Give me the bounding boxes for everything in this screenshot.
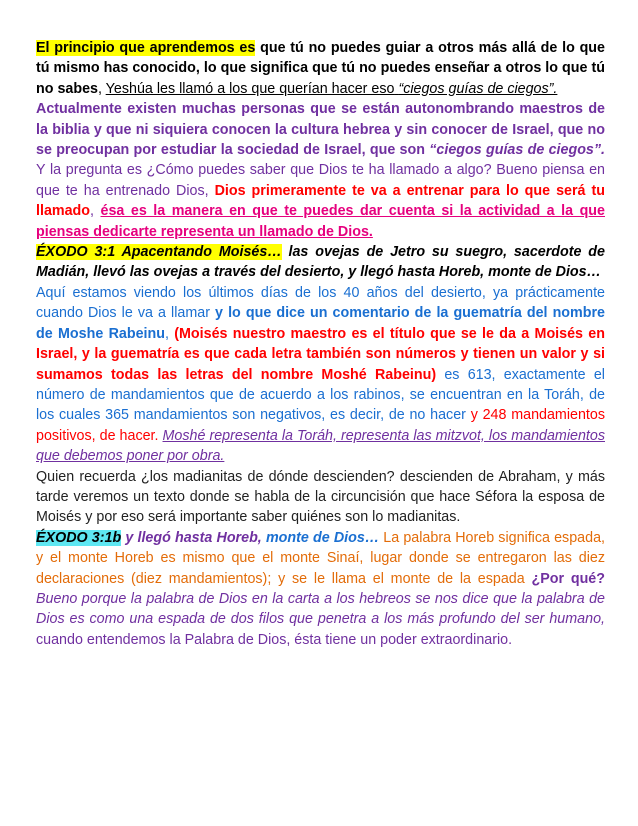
principle-statement: que tú no puedes guiar a otros más allá de lo que tú mismo has conocido, lo que significa que tú no puedes enseñar a otros lo que tú no sabes [36,40,605,97]
exodus-3-1b-reference: ÉXODO 3:1b [36,529,122,546]
paragraph-principle [36,38,605,99]
sword-explanation: Bueno porque la palabra de Dios en la carta a los hebreos se nos dice que la palabra de Dios es como una espada de dos filos que penetra a los más profundo del ser humano, [36,590,605,628]
horeb-explanation: La palabra Horeb significa espada, y el monte Horeb es mismo que el monte Sinaí, lugar donde se entregaron las diez declaraciones (diez mandamientos); y se le llama el monte de la espada [36,529,605,587]
mount-of-god-text: monte de Dios… [261,529,380,546]
separator-text: , [164,325,175,342]
teachers-statement: Actualmente existen muchas personas que se están autonombrando maestros de la biblia y que ni siquiera conocen la cultura hebrea y sin conocer de Israel, que no se preocupan por estudiar la sociedad de Israel, que son [36,101,605,159]
positive-commandments-text: y 248 mandamientos positivos, de hacer. [36,407,605,444]
calling-question: Y la pregunta es ¿Cómo puedes saber que Dios te ha llamado a algo? Bueno piensa en que te ha entrenado Dios, [36,162,605,199]
paragraph-gematria [36,283,605,467]
commandments-count-text: es 613, exactamente el número de mandamientos que de acuerdo a los rabinos, se encuentran en la Toráh, de los cuales 365 mandamientos son negativos, es decir, de no hacer [36,366,605,424]
yeshua-statement: Yeshúa les llamó a los que querían hacer eso [105,80,395,97]
highlighted-principle-phrase: El principio que aprendemos es [36,40,256,56]
separator-text: , [90,203,101,220]
paragraph-teachers [36,99,605,242]
moshe-represents-torah: Moshé representa la Toráh, representa las mitzvot, los mandamientos que debemos poner por obra. [36,427,605,465]
exodus-3-1-reference: ÉXODO 3:1 Apacentando Moisés… [36,244,282,261]
separator-text: , [97,80,106,97]
word-power-text: cuando entendemos la Palabra de Dios, ésta tiene un poder extraordinario. [36,631,513,648]
blind-guides-quote: “ciegos guías de ciegos”. [398,80,558,97]
god-trains-statement: Dios primeramente te va a entrenar para lo que será tu llamado [36,182,605,220]
paragraph-midianites [36,467,605,528]
moshe-rabeinu-explanation: (Moisés nuestro maestro es el título que se le da a Moisés en Israel, y la guematría es que cada letra también son números y tienen un valor y si sumamos todas las letras del nombre Moshé Rabeinu) [36,325,605,383]
exodus-3-1b-verse: y llegó hasta Horeb, [121,529,262,546]
paragraph-exodus-3-1 [36,242,605,283]
calling-conclusion: ésa es la manera en que te puedes dar cuenta si la actividad a la que piensas dedicarte representa un llamado de Dios. [36,203,605,240]
document-page [36,38,605,650]
why-question: ¿Por qué? [531,570,605,587]
midianites-text: Quien recuerda ¿los madianitas de dónde descienden? descienden de Abraham, y más tarde veremos un texto donde se habla de la circuncisión que hace Séfora la esposa de Moisés y por eso será importante saber quiénes son lo madianitas. [36,468,605,526]
gematria-comment: y lo que dice un comentario de la guematría del nombre de Moshe Rabeinu [36,305,605,342]
blind-guides-quote: “ciegos guías de ciegos”. [429,142,606,159]
exodus-3-1-verse: las ovejas de Jetro su suegro, sacerdote de Madián, llevó las ovejas a través del desierto, y llegó hasta Horeb, monte de Dios… [36,244,605,281]
desert-years-text: Aquí estamos viendo los últimos días de los 40 años del desierto, ya prácticamente cuando Dios le va a llamar [36,284,605,322]
paragraph-exodus-3-1b [36,528,605,650]
